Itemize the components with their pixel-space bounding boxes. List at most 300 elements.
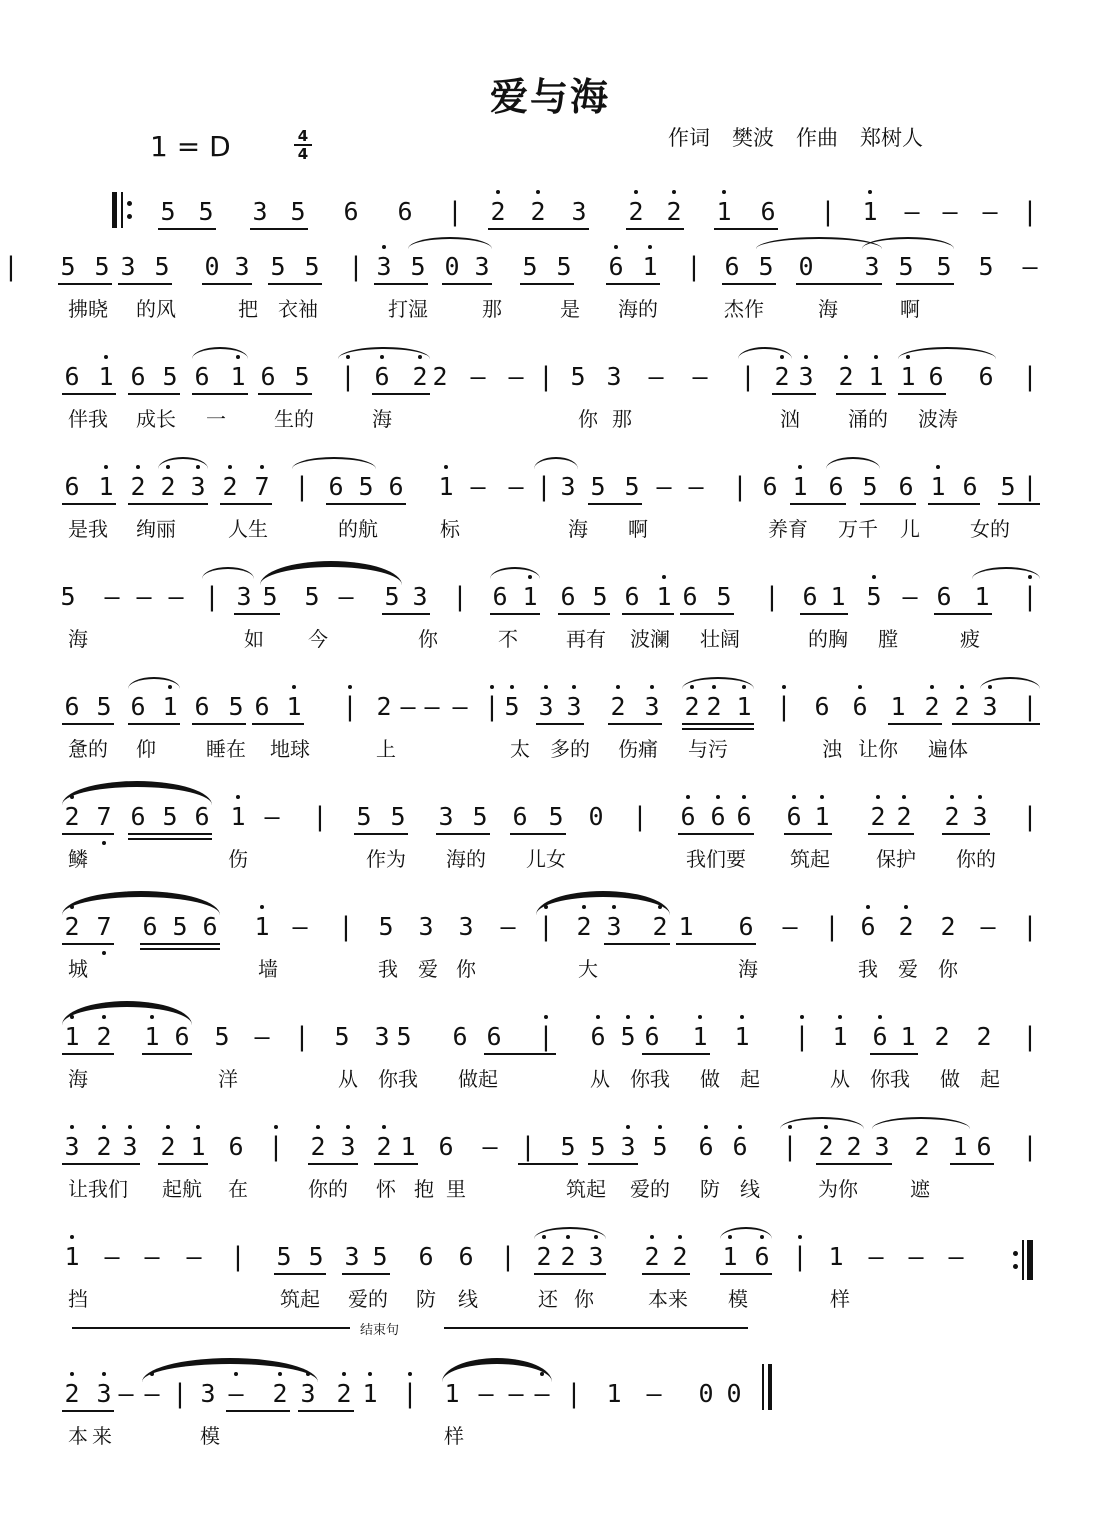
beam-underline bbox=[202, 283, 252, 285]
lyric-word: 今 bbox=[308, 627, 328, 651]
note: – bbox=[478, 1379, 494, 1408]
barline: | bbox=[538, 1022, 554, 1052]
beam-underline bbox=[274, 1273, 326, 1275]
note: 6 bbox=[762, 472, 778, 501]
note: 3 bbox=[474, 252, 490, 281]
lyric-word: 汹 bbox=[780, 407, 800, 431]
beam-underline bbox=[62, 723, 114, 725]
note: 6 bbox=[452, 1022, 468, 1051]
note: – bbox=[118, 1379, 134, 1408]
note: 6 bbox=[898, 472, 914, 501]
note: 2 bbox=[310, 1132, 326, 1161]
note: 1 bbox=[98, 472, 114, 501]
octave-dot bbox=[70, 1372, 74, 1376]
beam-underline bbox=[308, 1163, 358, 1165]
octave-dot bbox=[342, 1372, 346, 1376]
beam-underline bbox=[558, 613, 610, 615]
beam-underline bbox=[484, 1053, 556, 1055]
note: 6 bbox=[608, 252, 624, 281]
note: 2 bbox=[684, 692, 700, 721]
lyric-word: 起 bbox=[980, 1067, 1000, 1091]
note: – bbox=[534, 1379, 550, 1408]
octave-dot bbox=[536, 190, 540, 194]
beam-underline bbox=[536, 723, 584, 725]
note: 5 bbox=[1000, 472, 1016, 501]
slur bbox=[158, 457, 208, 469]
note: 5 bbox=[522, 252, 538, 281]
lyric-word: 成长 bbox=[136, 407, 176, 431]
lyric-word: 地球 bbox=[270, 737, 310, 761]
octave-dot bbox=[260, 465, 264, 469]
slur bbox=[408, 237, 492, 249]
lyric-word: 的航 bbox=[338, 517, 378, 541]
slur bbox=[862, 237, 954, 249]
barline: | bbox=[1022, 1022, 1038, 1052]
lyric-word: 爱的 bbox=[348, 1287, 388, 1311]
note: 3 bbox=[864, 252, 880, 281]
note: 6 bbox=[64, 362, 80, 391]
lyric-word: 防 bbox=[700, 1177, 720, 1201]
note: 0 bbox=[588, 802, 604, 831]
note: 6 bbox=[228, 1132, 244, 1161]
note: – bbox=[782, 912, 798, 941]
lyric-word: 绚丽 bbox=[136, 517, 176, 541]
note: – bbox=[338, 582, 354, 611]
note: 2 bbox=[940, 912, 956, 941]
note: 6 bbox=[130, 692, 146, 721]
note: 2 bbox=[896, 802, 912, 831]
note: – bbox=[908, 1242, 924, 1271]
note: 5 bbox=[308, 1242, 324, 1271]
note: 5 bbox=[592, 582, 608, 611]
note: 2 bbox=[954, 692, 970, 721]
lyric-word: 啊 bbox=[900, 297, 920, 321]
note: 6 bbox=[438, 1132, 454, 1161]
octave-dot bbox=[838, 1015, 842, 1019]
beam-underline bbox=[534, 1273, 606, 1275]
lyric-word: 仰 bbox=[136, 737, 156, 761]
octave-dot bbox=[704, 1125, 708, 1129]
lyric-word: 衣袖 bbox=[278, 297, 318, 321]
beam-underline bbox=[998, 503, 1040, 505]
note: 6 bbox=[397, 197, 413, 226]
note: 1 bbox=[230, 802, 246, 831]
octave-dot bbox=[196, 1125, 200, 1129]
note: 1 bbox=[814, 802, 830, 831]
note: 5 bbox=[290, 197, 306, 226]
octave-dot bbox=[596, 1015, 600, 1019]
barline: | bbox=[792, 1242, 808, 1272]
lyric-word: 做 bbox=[700, 1067, 720, 1091]
lyric-word: 伴我 bbox=[68, 407, 108, 431]
barline: | bbox=[312, 802, 328, 832]
lyric-word: 不 bbox=[498, 627, 518, 651]
note: 6 bbox=[828, 472, 844, 501]
note: 2 bbox=[628, 197, 644, 226]
note: – bbox=[656, 472, 672, 501]
note: – bbox=[508, 472, 524, 501]
note: 1 bbox=[64, 1242, 80, 1271]
barline: | bbox=[340, 362, 356, 392]
beam-underline bbox=[62, 1053, 114, 1055]
barline: | bbox=[1022, 912, 1038, 942]
note: 6 bbox=[802, 582, 818, 611]
lyric-word: 拂晓 bbox=[68, 297, 108, 321]
beam-underline bbox=[62, 1410, 114, 1412]
lyric-word: 伤痛 bbox=[618, 737, 658, 761]
lyric-word: 养育 bbox=[768, 517, 808, 541]
slur bbox=[62, 781, 212, 805]
lyric-word: 再有 bbox=[566, 627, 606, 651]
beam-underline bbox=[720, 1273, 772, 1275]
slur bbox=[720, 1227, 772, 1239]
octave-dot bbox=[876, 795, 880, 799]
note: 3 bbox=[982, 692, 998, 721]
octave-dot bbox=[544, 685, 548, 689]
beam-underline bbox=[118, 283, 172, 285]
note: – bbox=[292, 912, 308, 941]
octave-dot bbox=[820, 795, 824, 799]
slur bbox=[128, 677, 180, 689]
note: – bbox=[228, 1379, 244, 1408]
note: 1 bbox=[890, 692, 906, 721]
note: 5 bbox=[334, 1022, 350, 1051]
beam-underline bbox=[800, 613, 848, 615]
note: 3 bbox=[374, 1022, 390, 1051]
beam-underline bbox=[790, 503, 846, 505]
lyric-word: 你的 bbox=[308, 1177, 348, 1201]
octave-dot bbox=[672, 190, 676, 194]
barline: | bbox=[632, 802, 648, 832]
note: 3 bbox=[96, 1379, 112, 1408]
lyric-word: 你 bbox=[456, 957, 476, 981]
note: 2 bbox=[272, 1379, 288, 1408]
note: 2 bbox=[870, 802, 886, 831]
beam-underline bbox=[714, 228, 778, 230]
note: 5 bbox=[560, 1132, 576, 1161]
slur bbox=[62, 891, 220, 915]
note: 3 bbox=[418, 912, 434, 941]
beam-underline bbox=[298, 1410, 354, 1412]
note: – bbox=[902, 582, 918, 611]
note: 5 bbox=[154, 252, 170, 281]
lyric-word: 海 bbox=[372, 407, 392, 431]
note: 0 bbox=[204, 252, 220, 281]
beam-underline bbox=[816, 1163, 892, 1165]
beam-underline bbox=[836, 393, 886, 395]
lyric-row bbox=[0, 623, 1100, 653]
note: 5 bbox=[60, 582, 76, 611]
note: 0 bbox=[798, 252, 814, 281]
barline: | bbox=[824, 912, 840, 942]
beam-underline bbox=[604, 943, 670, 945]
note: 5 bbox=[716, 582, 732, 611]
beam-underline bbox=[896, 283, 954, 285]
note: 1 bbox=[974, 582, 990, 611]
lyric-word: 爱的 bbox=[630, 1177, 670, 1201]
octave-dot bbox=[616, 685, 620, 689]
octave-dot bbox=[104, 465, 108, 469]
note: 2 bbox=[530, 197, 546, 226]
lyric-word: 城 bbox=[68, 957, 88, 981]
note: 6 bbox=[978, 362, 994, 391]
note: 2 bbox=[130, 472, 146, 501]
note: 5 bbox=[198, 197, 214, 226]
note: – bbox=[980, 912, 996, 941]
lyric-word: 你我 bbox=[870, 1067, 910, 1091]
lyric-word: 筑起 bbox=[566, 1177, 606, 1201]
note: 6 bbox=[698, 1132, 714, 1161]
lyric-word: 还 bbox=[538, 1287, 558, 1311]
lyric-word: 保护 bbox=[876, 847, 916, 871]
lyric-word: 从 bbox=[830, 1067, 850, 1091]
slur bbox=[972, 567, 1040, 579]
note: – bbox=[868, 1242, 884, 1271]
note: 6 bbox=[680, 802, 696, 831]
slur bbox=[260, 561, 402, 585]
beam-underline bbox=[252, 723, 304, 725]
note: – bbox=[948, 1242, 964, 1271]
barline: | bbox=[294, 472, 310, 502]
note: 6 bbox=[512, 802, 528, 831]
octave-dot bbox=[872, 575, 876, 579]
lyric-word: 鳞 bbox=[68, 847, 88, 871]
slur bbox=[142, 1358, 318, 1382]
barline: | bbox=[342, 692, 358, 722]
octave-dot bbox=[614, 245, 618, 249]
lyric-word: 儿 bbox=[900, 517, 920, 541]
beam-underline bbox=[642, 1053, 710, 1055]
note: 6 bbox=[760, 197, 776, 226]
beam-underline bbox=[128, 393, 180, 395]
note: – bbox=[400, 692, 416, 721]
note: – bbox=[508, 1379, 524, 1408]
note: 5 bbox=[160, 197, 176, 226]
lyric-row bbox=[0, 1173, 1100, 1203]
beam-underline bbox=[158, 1163, 208, 1165]
note: 6 bbox=[872, 1022, 888, 1051]
note: 2 bbox=[672, 1242, 688, 1271]
octave-dot bbox=[136, 465, 140, 469]
note: – bbox=[648, 362, 664, 391]
note: – bbox=[264, 802, 280, 831]
lyric-word: 海 bbox=[738, 957, 758, 981]
note: 1 bbox=[678, 912, 694, 941]
beam-underline bbox=[898, 393, 946, 395]
lyric-word: 你 bbox=[574, 1287, 594, 1311]
lyric-row bbox=[0, 403, 1100, 433]
lyric-word: 样 bbox=[444, 1424, 464, 1448]
barline: | bbox=[452, 582, 468, 612]
note: 1 bbox=[444, 1379, 460, 1408]
lyric-word: 标 bbox=[440, 517, 460, 541]
octave-dot bbox=[368, 1372, 372, 1376]
barline: | bbox=[776, 692, 792, 722]
beam-underline bbox=[942, 833, 990, 835]
note: 3 bbox=[798, 362, 814, 391]
lyric-word: 海 bbox=[818, 297, 838, 321]
lyric-word: 抱 bbox=[414, 1177, 434, 1201]
beam-underline bbox=[128, 503, 208, 505]
lyric-word: 与污 bbox=[688, 737, 728, 761]
lyricist: 樊波 bbox=[732, 126, 774, 150]
slur bbox=[898, 347, 996, 359]
note: – bbox=[646, 1379, 662, 1408]
octave-dot bbox=[844, 355, 848, 359]
lyric-word: 遍体 bbox=[928, 737, 968, 761]
octave-dot bbox=[70, 1235, 74, 1239]
note: 5 bbox=[372, 1242, 388, 1271]
note: 6 bbox=[328, 472, 344, 501]
octave-dot bbox=[874, 355, 878, 359]
octave-dot bbox=[444, 465, 448, 469]
beam-underline bbox=[588, 503, 642, 505]
note: 2 bbox=[924, 692, 940, 721]
beam-underline bbox=[192, 723, 246, 725]
note: 1 bbox=[64, 1022, 80, 1051]
note: 6 bbox=[786, 802, 802, 831]
note: 1 bbox=[828, 1242, 844, 1271]
beam-underline bbox=[128, 833, 212, 835]
lyric-word: 儿女 bbox=[526, 847, 566, 871]
note: 1 bbox=[930, 472, 946, 501]
note: – bbox=[904, 197, 920, 226]
note: – bbox=[424, 692, 440, 721]
note: 6 bbox=[860, 912, 876, 941]
lyric-word: 一 bbox=[206, 407, 226, 431]
beam-underline bbox=[868, 833, 914, 835]
lyric-word: 的风 bbox=[136, 297, 176, 321]
note: 6 bbox=[732, 1132, 748, 1161]
note: 6 bbox=[194, 692, 210, 721]
note: 5 bbox=[162, 802, 178, 831]
beam-underline bbox=[226, 1410, 290, 1412]
note: 1 bbox=[656, 582, 672, 611]
lyric-word: 海 bbox=[568, 517, 588, 541]
slur bbox=[536, 891, 670, 915]
barline: | bbox=[782, 1132, 798, 1162]
barline: | bbox=[294, 1022, 310, 1052]
lyric-row bbox=[0, 843, 1100, 873]
octave-dot bbox=[650, 1235, 654, 1239]
beam-underline bbox=[142, 1053, 192, 1055]
lyric-row bbox=[0, 513, 1100, 543]
note: 5 bbox=[294, 362, 310, 391]
note: 5 bbox=[652, 1132, 668, 1161]
octave-dot bbox=[866, 905, 870, 909]
beam-underline bbox=[796, 283, 882, 285]
beam-underline bbox=[258, 393, 312, 395]
note: 2 bbox=[96, 1022, 112, 1051]
note: 6 bbox=[64, 472, 80, 501]
beam-underline bbox=[642, 1273, 690, 1275]
note: 2 bbox=[412, 362, 428, 391]
barline: | bbox=[538, 912, 554, 942]
note: 1 bbox=[362, 1379, 378, 1408]
lyric-word: 人生 bbox=[228, 517, 268, 541]
song-title: 爱与海 bbox=[489, 75, 610, 119]
note: 2 bbox=[838, 362, 854, 391]
barline: | bbox=[230, 1242, 246, 1272]
note: 5 bbox=[384, 582, 400, 611]
note: – bbox=[168, 582, 184, 611]
lyric-word: 本 bbox=[68, 1424, 88, 1448]
note: 2 bbox=[818, 1132, 834, 1161]
key-signature: 1 = D bbox=[150, 130, 231, 163]
note: 1 bbox=[642, 252, 658, 281]
lyric-word: 啊 bbox=[628, 517, 648, 541]
note: – bbox=[688, 472, 704, 501]
octave-dot bbox=[858, 685, 862, 689]
note: 5 bbox=[228, 692, 244, 721]
octave-dot bbox=[382, 245, 386, 249]
beam-underline bbox=[682, 723, 754, 725]
beam-underline bbox=[490, 613, 540, 615]
octave-dot bbox=[648, 245, 652, 249]
slur bbox=[980, 677, 1040, 689]
octave-dot bbox=[650, 1015, 654, 1019]
lyric-row bbox=[0, 733, 1100, 763]
note: 1 bbox=[952, 1132, 968, 1161]
octave-dot bbox=[804, 355, 808, 359]
note: 5 bbox=[304, 252, 320, 281]
note: 2 bbox=[944, 802, 960, 831]
lyric-word: 爱 bbox=[898, 957, 918, 981]
lyric-word: 的胸 bbox=[808, 627, 848, 651]
barline: | bbox=[538, 362, 554, 392]
lyric-word: 模 bbox=[728, 1287, 748, 1311]
note: 1 bbox=[286, 692, 302, 721]
note: 6 bbox=[194, 802, 210, 831]
note: 1 bbox=[792, 472, 808, 501]
octave-dot bbox=[868, 190, 872, 194]
octave-dot bbox=[104, 355, 108, 359]
note: 1 bbox=[716, 197, 732, 226]
barline: | bbox=[1022, 582, 1038, 612]
note: 3 bbox=[190, 472, 206, 501]
octave-dot bbox=[70, 1125, 74, 1129]
note: 5 bbox=[862, 472, 878, 501]
note: 3 bbox=[122, 1132, 138, 1161]
note: 5 bbox=[590, 472, 606, 501]
note: 2 bbox=[160, 472, 176, 501]
note: 2 bbox=[934, 1022, 950, 1051]
beam-underline bbox=[436, 833, 490, 835]
lyric-word: 筑起 bbox=[280, 1287, 320, 1311]
barline: | bbox=[402, 1379, 418, 1409]
octave-dot bbox=[236, 795, 240, 799]
credits bbox=[668, 122, 923, 152]
note: 0 bbox=[726, 1379, 742, 1408]
octave-dot bbox=[346, 1125, 350, 1129]
note: – bbox=[982, 197, 998, 226]
beam-underline bbox=[58, 283, 112, 285]
octave-dot bbox=[260, 905, 264, 909]
octave-dot bbox=[166, 1125, 170, 1129]
lyric-word: 来 bbox=[92, 1424, 112, 1448]
lyric-row bbox=[0, 1283, 1100, 1313]
note: 5 bbox=[378, 912, 394, 941]
beam-underline bbox=[682, 728, 754, 730]
note: 1 bbox=[900, 1022, 916, 1051]
beam-underline bbox=[128, 723, 180, 725]
note: 6 bbox=[928, 362, 944, 391]
note: 1 bbox=[900, 362, 916, 391]
note: 1 bbox=[190, 1132, 206, 1161]
note: – bbox=[136, 582, 152, 611]
beam-underline bbox=[950, 1163, 994, 1165]
lyric-word: 你 bbox=[938, 957, 958, 981]
